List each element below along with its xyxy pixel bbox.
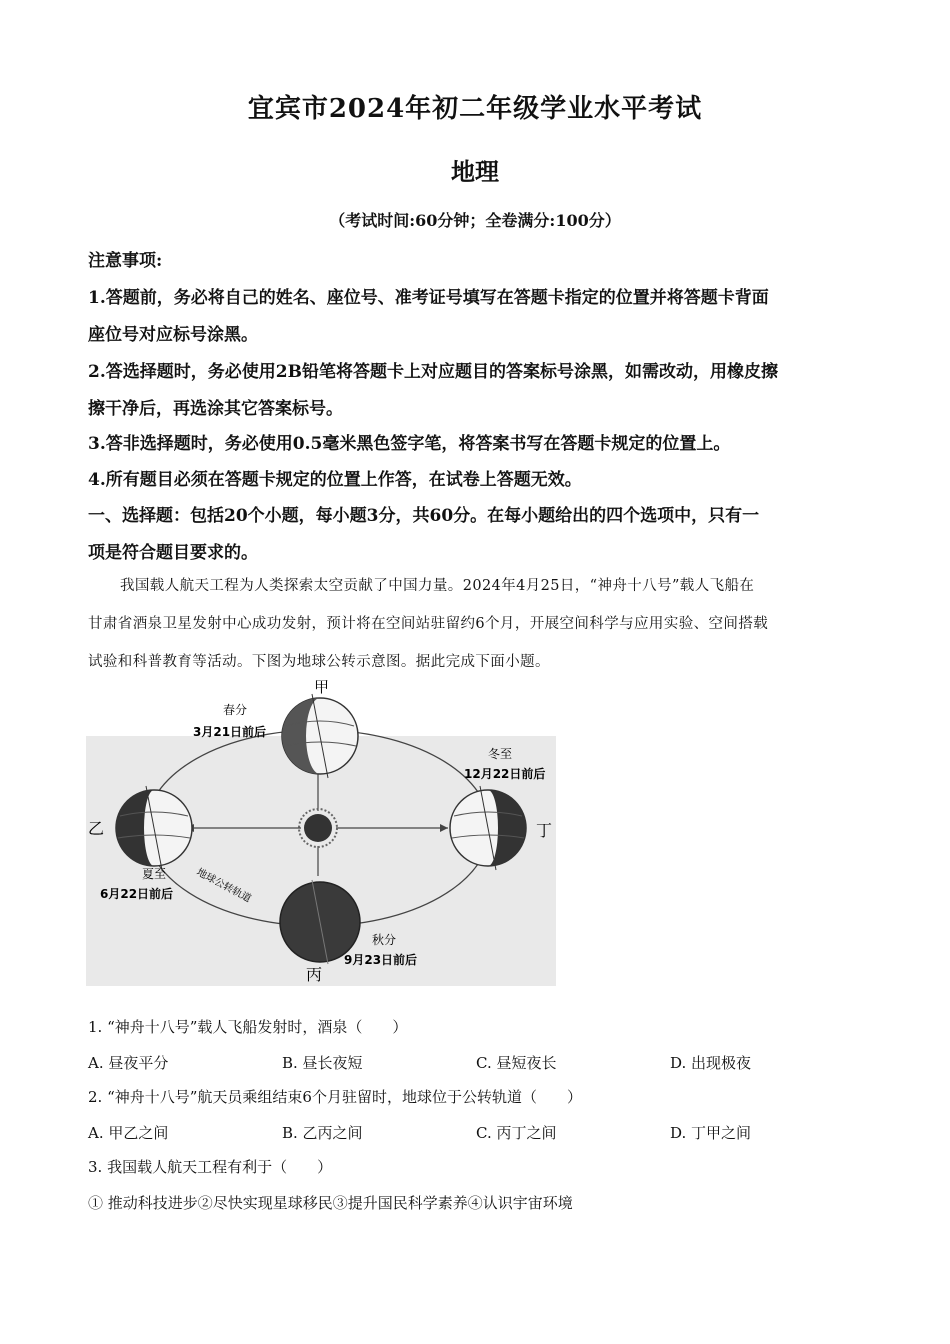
exam-info: （考试时间:60分钟；全卷满分:100分） bbox=[329, 211, 621, 230]
passage-line-3: 试验和科普教育等活动。下图为地球公转示意图。据此完成下面小题。 bbox=[88, 654, 550, 670]
label-spring-date: 3月21日前后 bbox=[193, 725, 267, 739]
q2-stem: 2. “神舟十八号”航天员乘组结束6个月驻留时，地球位于公转轨道（ ） bbox=[88, 1088, 582, 1106]
earth-bing bbox=[280, 880, 360, 964]
q1-stem: 1. “神舟十八号”载人飞船发射时，酒泉（ ） bbox=[88, 1018, 408, 1036]
label-summer: 夏至 bbox=[142, 867, 167, 881]
q1-option-c[interactable]: C. 昼短夜长 bbox=[476, 1054, 557, 1072]
q1-option-b[interactable]: B. 昼长夜短 bbox=[282, 1054, 363, 1072]
note-4: 4.所有题目必须在答题卡规定的位置上作答，在试卷上答题无效。 bbox=[88, 470, 582, 490]
label-bing: 丙 bbox=[306, 965, 323, 984]
q3-statements: ① 推动科技进步②尽快实现星球移民③提升国民科学素养④认识宇宙环境 bbox=[88, 1194, 573, 1212]
sun-icon bbox=[304, 814, 332, 842]
label-spring: 春分 bbox=[223, 703, 248, 717]
section-1-line-2: 项是符合题目要求的。 bbox=[88, 543, 258, 563]
note-3: 3.答非选择题时，务必使用0.5毫米黑色签字笔，将答案书写在答题卡规定的位置上。 bbox=[88, 434, 731, 454]
q2-option-b[interactable]: B. 乙丙之间 bbox=[282, 1124, 363, 1142]
q2-option-a[interactable]: A. 甲乙之间 bbox=[88, 1124, 169, 1142]
label-autumn: 秋分 bbox=[372, 933, 397, 947]
earth-orbit-figure bbox=[86, 676, 556, 986]
section-1-line-1: 一、选择题：包括20个小题，每小题3分，共60分。在每小题给出的四个选项中，只有一 bbox=[88, 506, 760, 526]
label-winter-date: 12月22日前后 bbox=[464, 767, 546, 781]
label-ding: 丁 bbox=[536, 821, 553, 840]
label-autumn-date: 9月23日前后 bbox=[344, 953, 418, 967]
notes-heading: 注意事项: bbox=[88, 251, 163, 271]
subject-title: 地理 bbox=[451, 157, 499, 186]
label-orbit: 地球公转轨道 bbox=[194, 866, 253, 905]
passage-line-2: 甘肃省酒泉卫星发射中心成功发射，预计将在空间站驻留约6个月，开展空间科学与应用实验、空间搭载 bbox=[88, 616, 769, 632]
label-yi: 乙 bbox=[88, 819, 105, 838]
note-1-line-2: 座位号对应标号涂黑。 bbox=[88, 325, 258, 345]
q2-option-d[interactable]: D. 丁甲之间 bbox=[670, 1124, 752, 1142]
passage-line-1: 我国载人航天工程为人类探索太空贡献了中国力量。2024年4月25日，“神舟十八号”载人飞船在 bbox=[120, 578, 755, 594]
note-1-line-1: 1.答题前，务必将自己的姓名、座位号、准考证号填写在答题卡指定的位置并将答题卡背面 bbox=[88, 288, 769, 308]
q2-option-c[interactable]: C. 丙丁之间 bbox=[476, 1124, 557, 1142]
q3-stem: 3. 我国载人航天工程有利于（ ） bbox=[88, 1158, 333, 1176]
note-2-line-1: 2.答选择题时，务必使用2B铅笔将答题卡上对应题目的答案标号涂黑，如需改动，用橡皮擦 bbox=[88, 362, 778, 382]
note-2-line-2: 擦干净后，再选涂其它答案标号。 bbox=[88, 399, 343, 419]
q1-option-d[interactable]: D. 出现极夜 bbox=[670, 1054, 752, 1072]
q1-option-a[interactable]: A. 昼夜平分 bbox=[88, 1054, 169, 1072]
label-winter: 冬至 bbox=[488, 747, 513, 761]
label-summer-date: 6月22日前后 bbox=[100, 887, 174, 901]
exam-title: 宜宾市2024年初二年级学业水平考试 bbox=[247, 94, 703, 124]
label-jia: 甲 bbox=[314, 678, 330, 696]
